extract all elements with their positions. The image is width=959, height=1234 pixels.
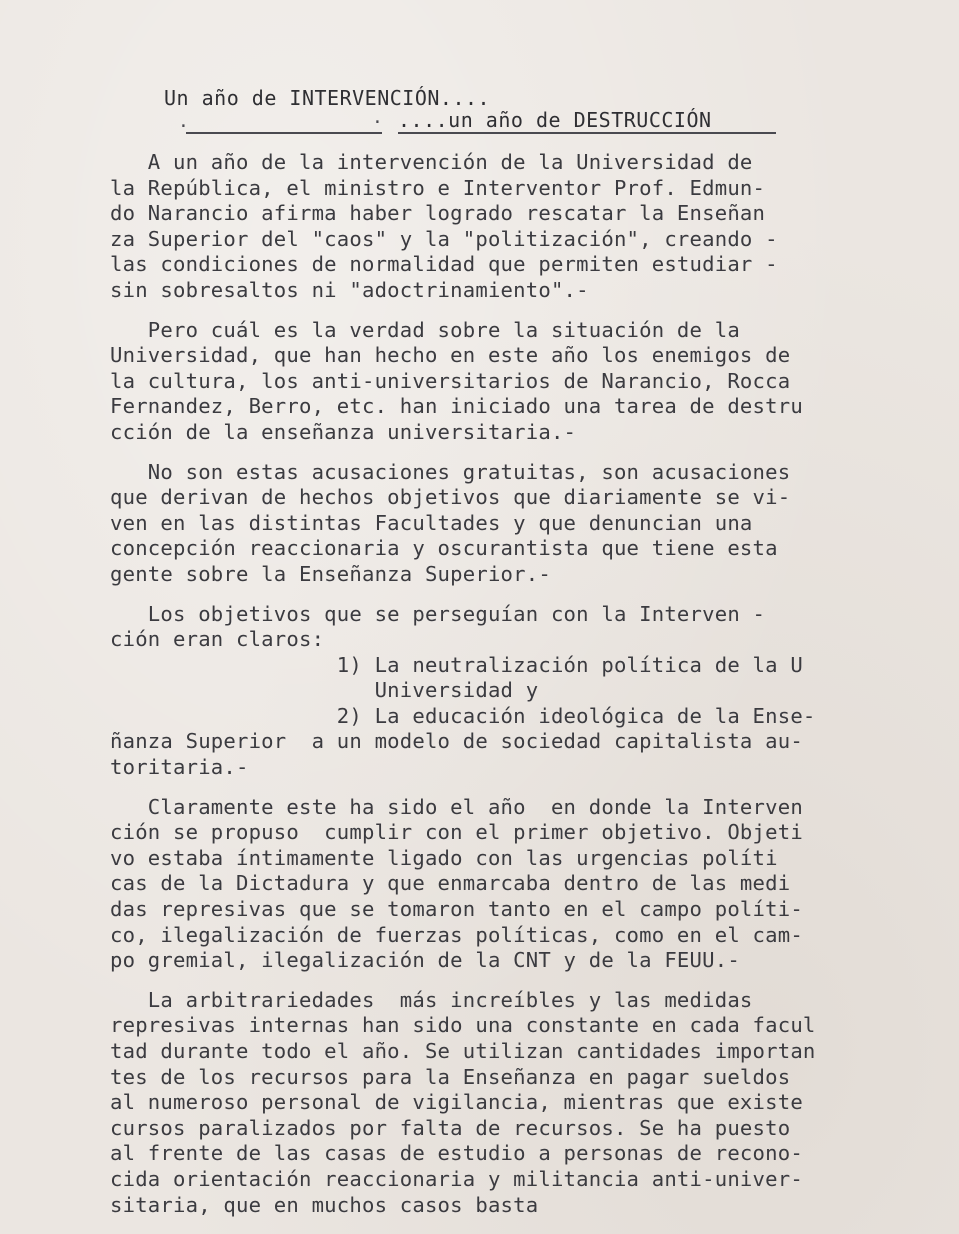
text-line: po gremial, ilegalización de la CNT y de la FEUU.- [110,948,740,973]
paragraph-2 [110,318,890,446]
text-line: ción se propuso cumplir con el primer objetivo. Objeti [110,820,803,845]
text-line: co, ilegalización de fuerzas políticas, como en el cam- [110,922,803,947]
text-line: vo estaba íntimamente ligado con las urgencias políti [110,845,778,870]
text-line: ción eran claros: [110,627,325,652]
text-line: tad durante todo el año. Se utilizan cantidades importan [110,1039,816,1063]
document-body [110,150,890,1232]
text-line: 2) La educación ideológica de la Ense- [110,703,816,728]
text-line: Universidad y [110,678,539,703]
paragraph-5 [110,795,890,974]
text-line: sin sobresaltos ni "adoctrinamiento".- [110,277,589,302]
text-line: al numeroso personal de vigilancia, mientras que existe [110,1090,803,1115]
text-line: tes de los recursos para la Enseñanza en pagar sueldos [110,1064,791,1089]
title-underline-right [398,132,776,134]
title-dot-middle: · [372,112,383,133]
document-title-line-2: ....un año de DESTRUCCIÓN [398,108,712,132]
text-line: la República, el ministro e Interventor Prof. Edmun- [110,175,766,200]
text-line: Claramente este ha sido el año en donde la Interven [110,794,803,819]
text-line: concepción reaccionaria y oscurantista que tiene esta [110,536,778,561]
text-line: A un año de la intervención de la Universidad de [110,150,753,174]
text-line: ven en las distintas Facultades y que denuncian una [110,510,753,535]
text-line: las condiciones de normalidad que permiten estudiar - [110,252,778,277]
text-line: No son estas acusaciones gratuitas, son acusaciones [110,459,791,484]
text-line: La arbitrariedades más increíbles y las medidas [110,987,753,1012]
text-line: za Superior del "caos" y la "politización", creando - [110,226,778,251]
title-dot-left: · [178,116,189,137]
text-line: sitaria, que en muchos casos basta [110,1192,539,1217]
text-line: Fernandez, Berro, etc. han iniciado una tarea de destru [110,394,803,419]
document-title-line-1: Un año de INTERVENCIÓN.... [164,86,491,110]
paragraph-6 [110,988,890,1218]
text-line: la cultura, los anti-universitarios de Narancio, Rocca [110,368,791,393]
text-line: Los objetivos que se perseguían con la Interven - [110,601,766,626]
text-line: que derivan de hechos objetivos que diariamente se vi- [110,485,791,510]
text-line: cida orientación reaccionaria y militancia anti-univer- [110,1166,803,1191]
paragraph-3 [110,460,890,588]
text-line: ñanza Superior a un modelo de sociedad capitalista au- [110,729,803,754]
paragraph-4 [110,602,890,781]
paragraph-1 [110,150,890,304]
text-line: al frente de las casas de estudio a personas de recono- [110,1141,803,1166]
text-line: cas de la Dictadura y que enmarcaba dentro de las medi [110,871,791,896]
text-line: 1) La neutralización política de la U [110,652,803,677]
text-line: Universidad, que han hecho en este año los enemigos de [110,343,791,368]
text-line: toritaria.- [110,755,249,780]
text-line: do Narancio afirma haber logrado rescatar la Enseñan [110,201,766,226]
title-underline-left [186,132,382,134]
text-line: das represivas que se tomaron tanto en el campo políti- [110,897,803,922]
text-line: cursos paralizados por falta de recursos. Se ha puesto [110,1115,791,1140]
text-line: cción de la enseñanza universitaria.- [110,419,577,444]
text-line: Pero cuál es la verdad sobre la situación de la [110,317,740,342]
text-line: represivas internas han sido una constante en cada facul [110,1013,816,1038]
text-line: gente sobre la Enseñanza Superior.- [110,561,551,586]
